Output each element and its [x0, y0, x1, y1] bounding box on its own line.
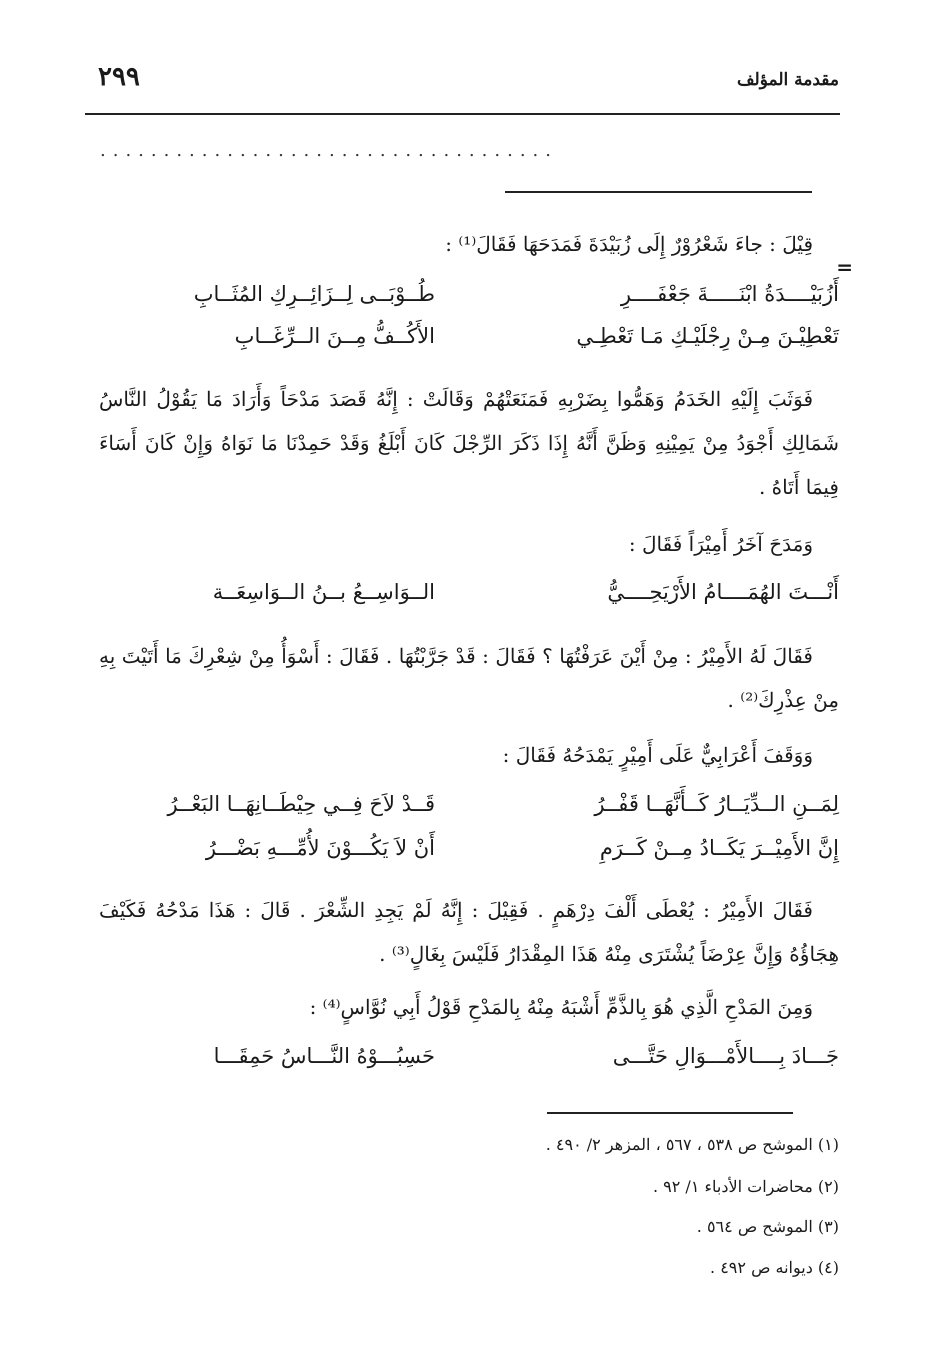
verse-hemistich-left: الأَكُــفُّ مِــنَ الــرِّغَــابِ [234, 324, 435, 348]
footnote-rule [547, 1112, 793, 1114]
verse-hemistich-right: جَـــادَ بِــــالأَمْـــوَالِ حَتَّـــى [612, 1044, 839, 1068]
paragraph-block [99, 634, 839, 722]
dotted-separator: .................................... [100, 140, 558, 161]
verse-hemistich-left: أَنْ لاَ يَكُـــوْنَ لأُمِّـــهِ بَضْـــرُ [205, 836, 435, 860]
footnote-1: (١) الموشح ص ٥٣٨ ، ٥٦٧ ، المزهر ٢/ ٤٩٠ . [545, 1135, 839, 1154]
verse-hemistich-right: تَعْطِيْـنَ مِـنْ رِجْلَيْـكِ مَـا تَعْطِـي [576, 324, 839, 348]
page-number: ٢٩٩ [98, 62, 140, 92]
paragraph: قِيْلَ : جاءَ شَعْرُوْرٌ إِلَى زُبَيْدَةَ فَمَدَحَهَا فَقَالَ⁽¹⁾ : [445, 232, 813, 256]
paragraph-block [99, 985, 839, 1029]
verse-hemistich-left: الــوَاسِــعُ بــنُ الــوَاسِعَــة [212, 580, 435, 604]
paragraph: فَقَالَ لَهُ الأَمِيْرُ : مِنْ أَيْنَ عَرَفْتُهَا ؟ فَقَالَ : قَدْ جَرَّبْتُهَا . فَقَالَ : أَسْوَأُ مِنْ شِعْرِكَ مَا أَتَيْتَ بِهِ مِنْ عِذْرِكَ⁽²⁾ . [99, 644, 839, 712]
paragraph: فَقَالَ الأَمِيْرُ : يُعْطَى أَلْفَ دِرْهَمٍ . فَقِيْلَ : إِنَّهُ لَمْ يَجِدِ الشِّعْرَ . قَالَ : هَذَا مَدْحُهُ فَكَيْفَ هِجَاؤُهُ وَإِنَّ عِرْضَاً يُشْتَرَى مِنْهُ هَذَا المِقْدَارُ فَلَيْسَ بِغَالٍ⁽³⁾ . [99, 898, 839, 966]
continuation-mark: = [836, 255, 853, 279]
section-rule [505, 191, 812, 193]
paragraph: وَمِنَ المَدْحِ الَّذِي هُوَ بِالذَّمِّ أَشْبَهُ مِنْهُ بِالمَدْحِ قَوْلُ أَبِي نُوَّاسٍ⁽⁴⁾ : [309, 995, 813, 1019]
verse-hemistich-left: حَسِبُـــوْهُ النَّـــاسُ حَمِقَـــا [213, 1044, 435, 1068]
verse-hemistich-left: قَــدْ لاَحَ فِــي حِيْطَــانِهَــا البَعْــرُ [167, 792, 435, 816]
paragraph-block [99, 377, 839, 509]
paragraph-block [99, 522, 839, 566]
paragraph: وَمَدَحَ آخَرُ أَمِيْرَاً فَقَالَ : [628, 532, 813, 556]
verse-hemistich-right: أَزُبَيْــــدَةُ ابْنَـــــةَ جَعْفَــــرِ [620, 282, 839, 306]
verse-hemistich-right: أَنْـــتَ الهُمَــــامُ الأَرْيَحِــــيُّ [607, 580, 839, 604]
paragraph: وَوَقَفَ أَعْرَابِيٌّ عَلَى أَمِيْرٍ يَمْدَحُهُ فَقَالَ : [502, 743, 813, 767]
verse-hemistich-right: لِمَــنِ الــدِّيَــارُ كَــأَنَّهَــا قَفْــرُ [594, 792, 839, 816]
verse-hemistich-left: طُــوْبَــى لِــزَائِــرِكِ المُثَــابِ [193, 282, 435, 306]
header-rule [85, 113, 840, 115]
paragraph-block [99, 733, 839, 777]
footnote-2: (٢) محاضرات الأدباء ١/ ٩٢ . [652, 1177, 839, 1196]
footnote-4: (٤) ديوانه ص ٤٩٢ . [710, 1258, 839, 1277]
running-title: مقدمة المؤلف [736, 70, 839, 90]
paragraph-block [99, 888, 839, 976]
verse-hemistich-right: إِنَّ الأَمِيْــرَ يَكَــادُ مِــنْ كَــرَمِ [599, 836, 839, 860]
footnote-3: (٣) الموشح ص ٥٦٤ . [696, 1217, 839, 1236]
paragraph-intro [99, 222, 839, 266]
paragraph: فَوَثَبَ إِلَيْهِ الخَدَمُ وَهَمُّوا بِضَرْبِهِ فَمَنَعَتْهُمْ وَقَالَتْ : إِنَّهُ قَصَدَ مَدْحَاً وَأَرَادَ مَا يَقُوْلُ النَّاسُ شَمَالِكِ أَجْوَدُ مِنْ يَمِيْنِهِ وَظَنَّ أَنَّهُ إِذَا ذَكَرَ الرِّجْلَ كَانَ أَبْلَغُ وَقَدْ حَمِدْنَا مَا نَوَاهُ وَإِنْ كَانَ أَسَاءَ فِيمَا أَتَاهُ . [99, 387, 839, 499]
